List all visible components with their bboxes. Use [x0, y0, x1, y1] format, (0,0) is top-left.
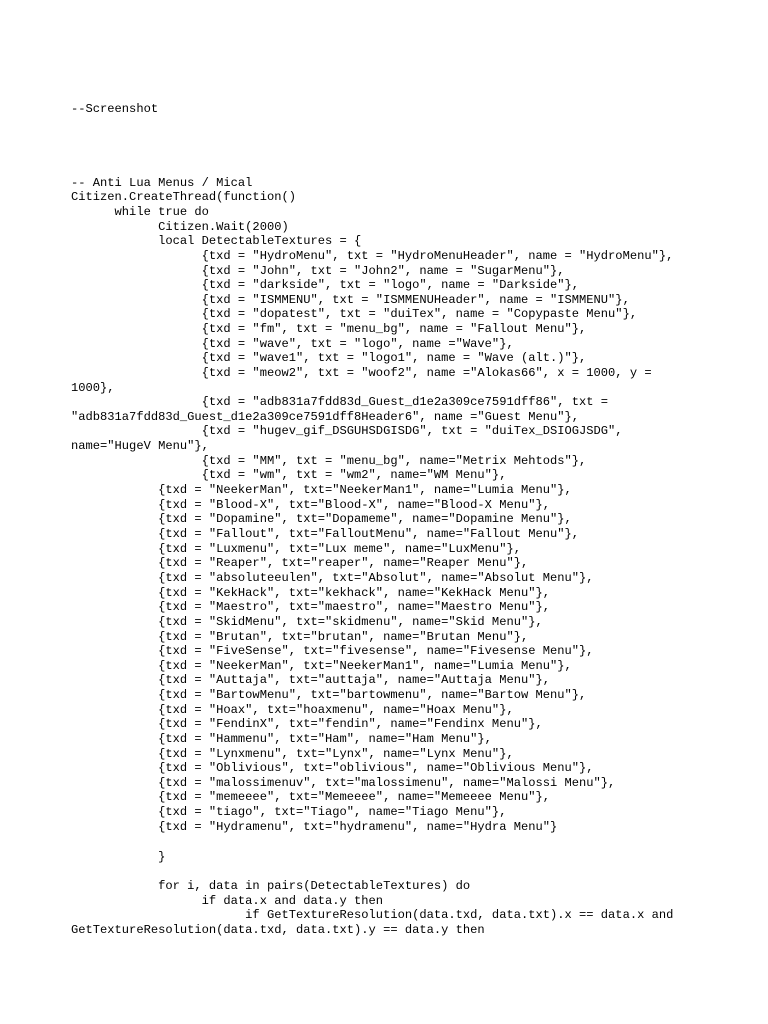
- code-line: "adb831a7fdd83d_Guest_d1e2a309ce7591dff8Header6", name ="Guest Menu"},: [71, 410, 580, 424]
- code-line: {txd = "Fallout", txt="FalloutMenu", name="Fallout Menu"},: [71, 527, 580, 541]
- code-line: local DetectableTextures = {: [71, 234, 362, 248]
- code-line: {txd = "tiago", txt="Tiago", name="Tiago Menu"},: [71, 805, 507, 819]
- code-line: {txd = "malossimenuv", txt="malossimenu", name="Malossi Menu"},: [71, 776, 616, 790]
- code-line: {txd = "Hammenu", txt="Ham", name="Ham Menu"},: [71, 732, 492, 746]
- code-line: name="HugeV Menu"},: [71, 439, 209, 453]
- code-line: Citizen.CreateThread(function(): [71, 190, 296, 204]
- code-line: for i, data in pairs(DetectableTextures) do: [71, 879, 471, 893]
- code-line: {txd = "FendinX", txt="fendin", name="Fendinx Menu"},: [71, 717, 543, 731]
- document-heading: --Screenshot: [71, 102, 159, 116]
- code-line: {txd = "MM", txt = "menu_bg", name="Metrix Mehtods"},: [71, 454, 587, 468]
- code-line: {txd = "memeeee", txt="Memeeee", name="Memeeee Menu"},: [71, 790, 550, 804]
- code-line: {txd = "Brutan", txt="brutan", name="Brutan Menu"},: [71, 630, 529, 644]
- code-line: {txd = "NeekerMan", txt="NeekerMan1", name="Lumia Menu"},: [71, 659, 572, 673]
- code-line: {txd = "darkside", txt = "logo", name = "Darkside"},: [71, 278, 580, 292]
- code-line: {txd = "Lynxmenu", txt="Lynx", name="Lynx Menu"},: [71, 747, 514, 761]
- code-line: {txd = "Luxmenu", txt="Lux meme", name="LuxMenu"},: [71, 542, 521, 556]
- code-line: if GetTextureResolution(data.txd, data.txt).x == data.x and: [71, 908, 674, 922]
- code-line: while true do: [71, 205, 209, 219]
- code-line: Citizen.Wait(2000): [71, 220, 289, 234]
- code-line: {txd = "NeekerMan", txt="NeekerMan1", name="Lumia Menu"},: [71, 483, 572, 497]
- code-line: {txd = "wave1", txt = "logo1", name = "Wave (alt.)"},: [71, 351, 587, 365]
- code-line: if data.x and data.y then: [71, 894, 384, 908]
- code-line: {txd = "wave", txt = "logo", name ="Wave"},: [71, 337, 514, 351]
- code-line: {txd = "Oblivious", txt="oblivious", name="Oblivious Menu"},: [71, 761, 594, 775]
- code-line: {txd = "KekHack", txt="kekhack", name="KekHack Menu"},: [71, 586, 550, 600]
- code-line: 1000},: [71, 381, 115, 395]
- code-line: {txd = "adb831a7fdd83d_Guest_d1e2a309ce7591dff86", txt =: [71, 395, 609, 409]
- code-line: {txd = "wm", txt = "wm2", name="WM Menu"},: [71, 468, 507, 482]
- code-line: -- Anti Lua Menus / Mical: [71, 176, 253, 190]
- code-line: {txd = "Blood-X", txt="Blood-X", name="Blood-X Menu"},: [71, 498, 550, 512]
- code-line: {txd = "Hydramenu", txt="hydramenu", name="Hydra Menu"}: [71, 820, 558, 834]
- code-line: {txd = "hugev_gif_DSGUHSDGISDG", txt = "duiTex_DSIOGJSDG",: [71, 424, 623, 438]
- code-line: GetTextureResolution(data.txd, data.txt).y == data.y then: [71, 923, 485, 937]
- code-line: {txd = "Hoax", txt="hoaxmenu", name="Hoax Menu"},: [71, 703, 514, 717]
- code-line: {txd = "John", txt = "John2", name = "SugarMenu"},: [71, 264, 565, 278]
- code-line: {txd = "ISMMENU", txt = "ISMMENUHeader", name = "ISMMENU"},: [71, 293, 630, 307]
- code-line: {txd = "Auttaja", txt="auttaja", name="Auttaja Menu"},: [71, 673, 550, 687]
- code-line: {txd = "dopatest", txt = "duiTex", name = "Copypaste Menu"},: [71, 307, 638, 321]
- code-line: {txd = "SkidMenu", txt="skidmenu", name="Skid Menu"},: [71, 615, 543, 629]
- code-line: }: [71, 850, 166, 864]
- code-line: {txd = "fm", txt = "menu_bg", name = "Fallout Menu"},: [71, 322, 587, 336]
- code-line: {txd = "meow2", txt = "woof2", name ="Alokas66", x = 1000, y =: [71, 366, 652, 380]
- code-line: {txd = "Reaper", txt="reaper", name="Reaper Menu"},: [71, 556, 529, 570]
- code-line: {txd = "HydroMenu", txt = "HydroMenuHeader", name = "HydroMenu"},: [71, 249, 674, 263]
- code-line: {txd = "BartowMenu", txt="bartowmenu", name="Bartow Menu"},: [71, 688, 587, 702]
- code-line: {txd = "Dopamine", txt="Dopameme", name="Dopamine Menu"},: [71, 512, 572, 526]
- code-line: {txd = "absoluteeulen", txt="Absolut", name="Absolut Menu"},: [71, 571, 594, 585]
- code-line: {txd = "FiveSense", txt="fivesense", name="Fivesense Menu"},: [71, 644, 594, 658]
- code-line: {txd = "Maestro", txt="maestro", name="Maestro Menu"},: [71, 600, 550, 614]
